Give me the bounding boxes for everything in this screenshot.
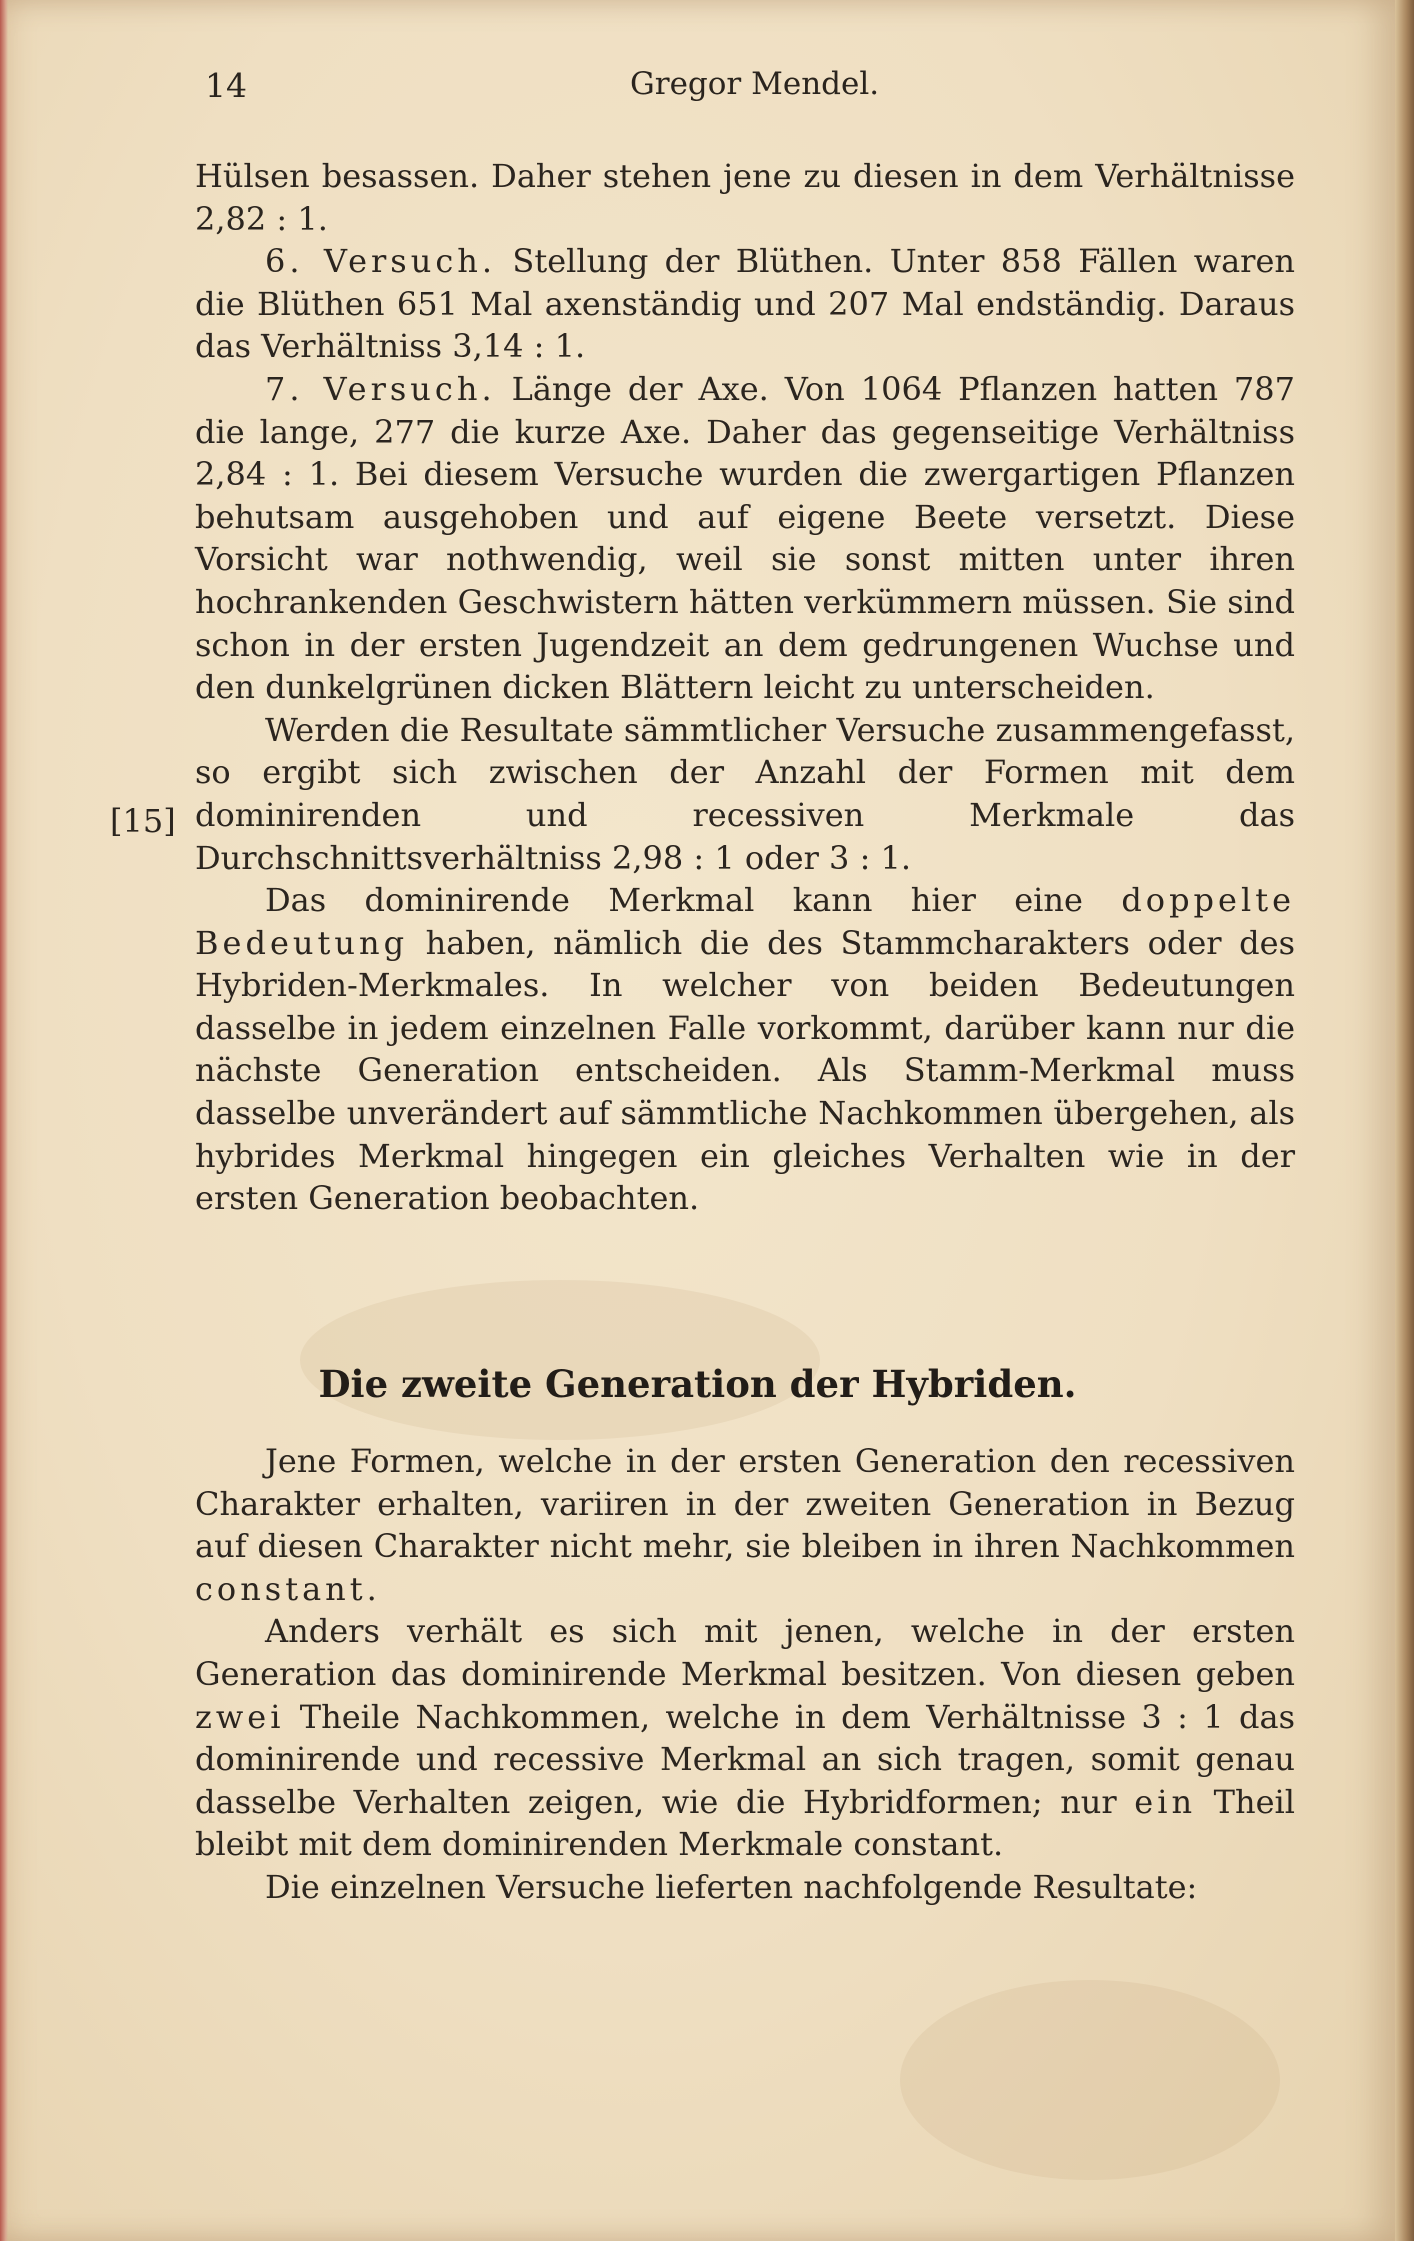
paragraph-text: Jene Formen, welche in der ersten Generation den recessiven Charakter erhalten, variiren in der zweiten Generation in Bezug auf diesen Charakter nicht mehr, sie bleiben in ihren Nachkommen (195, 1442, 1295, 1566)
emphasis-text: zwei (195, 1697, 285, 1736)
margin-page-reference: [15] (110, 802, 176, 840)
section-title: Die zweite Generation der Hybriden. (318, 1362, 1077, 1406)
page-header (0, 66, 1395, 110)
paper-stain (900, 1980, 1280, 2180)
emphasis-text: ein (1134, 1782, 1197, 1821)
paragraph (195, 879, 1295, 1220)
paragraph (195, 368, 1295, 709)
paragraph-text: Länge der Axe. Von 1064 Pflanzen hatten 787 die lange, 277 die kurze Axe. Daher das gegenseitige Verhältniss 2,84 : 1. Bei diesem Versuche wurden die zwergartigen Pflanzen behutsam ausgehoben und auf eigene Beete versetzt. Diese Vorsicht war nothwendig, weil sie sonst mitten unter ihren hochrankenden Geschwistern hätten verkümmern müssen. Sie sind schon in der ersten Jugendzeit an dem gedrungenen Wuchse und den dunkelgrünen dicken Blättern leicht zu unterscheiden. (195, 369, 1296, 707)
body-text-lower (195, 1440, 1295, 1909)
paragraph: Werden die Resultate sämmtlicher Versuche zusammengefasst, so ergibt sich zwischen der Anzahl der Formen mit dem dominirenden und recessiven Merkmale das Durchschnittsverhältniss 2,98 : 1 oder 3 : 1. (195, 710, 1295, 877)
running-head: Gregor Mendel. (630, 66, 880, 102)
paragraph-text: Theil bleibt mit dem dominirenden Merkmale constant. (195, 1782, 1296, 1864)
emphasis-text: constant (195, 1569, 367, 1608)
paragraph (195, 1610, 1295, 1866)
paragraph-text: . (366, 1569, 377, 1608)
paragraph-text: haben, nämlich die des Stammcharakters oder des Hybriden-Merkmales. In welcher von beiden Bedeutungen dasselbe in jedem einzelnen Falle vorkommt, darüber kann nur die nächste Generation entscheiden. Als Stamm-Merkmal muss dasselbe unverändert auf sämmtliche Nachkommen übergehen, als hybrides Merkmal hingegen ein gleiches Verhalten wie in der ersten Generation beobachten. (195, 923, 1295, 1218)
paragraph: Hülsen besassen. Daher stehen jene zu diesen in dem Verhältnisse 2,82 : 1. (195, 157, 1295, 238)
body-text-upper (195, 155, 1295, 1220)
experiment-label: 7. Versuch. (265, 369, 496, 408)
experiment-label: 6. Versuch. (265, 242, 497, 281)
paragraph (195, 240, 1295, 368)
paper-stain (300, 1280, 820, 1440)
paragraph-text: Anders verhält es sich mit jenen, welche in der ersten Generation das dominirende Merkmal besitzen. Von diesen geben (195, 1612, 1295, 1693)
page-number: 14 (205, 66, 247, 105)
paragraph-text: Stellung der Blüthen. Unter 858 Fällen waren die Blüthen 651 Mal axenständig und 207 Mal endständig. Daraus das Verhältniss 3,14 : 1. (195, 242, 1296, 366)
emphasis-text: doppelte Bedeutung (195, 881, 1295, 962)
paragraph: Die einzelnen Versuche lieferten nachfolgende Resultate: (265, 1867, 1198, 1906)
paragraph-text: Das dominirende Merkmal kann hier eine (265, 881, 1122, 920)
page-right-edge (1395, 0, 1414, 2241)
paragraph (195, 1440, 1295, 1610)
page-left-edge (0, 0, 8, 2241)
paragraph-text: Theile Nachkommen, welche in dem Verhältnisse 3 : 1 das dominirende und recessive Merkmal an sich tragen, somit genau dasselbe Verhalten zeigen, wie die Hybridformen; nur (195, 1697, 1295, 1821)
